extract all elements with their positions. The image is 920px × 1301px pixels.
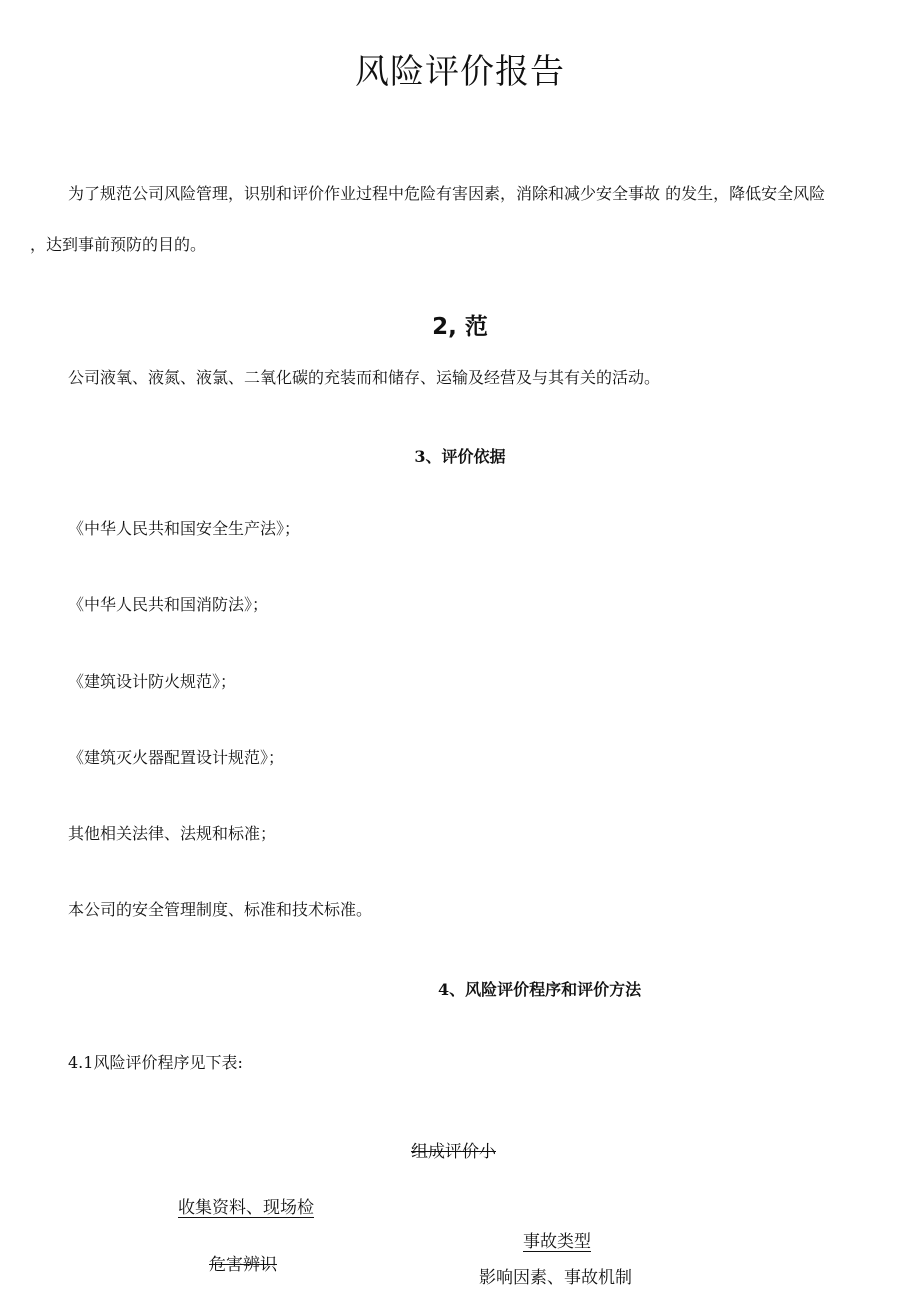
basis-item: 《中华人民共和国消防法》； (68, 595, 269, 614)
flow-step-collect-data: 收集资料、现场检 (178, 1198, 314, 1218)
section-4-heading: 4、风险评价程序和评价方法 (438, 980, 642, 999)
flow-step-form-team: 组成评价小 (411, 1142, 496, 1162)
basis-item: 本公司的安全管理制度、标准和技术标准。 (68, 900, 373, 919)
section-2-text: 公司液氧、液氮、液氯、二氧化碳的充装而和储存、运输及经营及与其有关的活动。 (68, 368, 661, 387)
basis-item: 《中华人民共和国安全生产法》； (68, 519, 301, 538)
intro-paragraph-line2: ，达到事前预防的目的。 (30, 235, 207, 254)
flow-step-hazard-identification: 危害辨识 (209, 1255, 277, 1275)
section-4-1-text: 4.1风险评价程序见下表: (68, 1053, 243, 1072)
flow-step-influence-factors: 影响因素、事故机制 (479, 1268, 632, 1288)
basis-item: 其他相关法律、法规和标准； (68, 824, 277, 843)
section-3-heading: 3、评价依据 (414, 447, 506, 466)
document-title: 风险评价报告 (355, 52, 565, 92)
intro-paragraph-line1: 为了规范公司风险管理，识别和评价作业过程中危险有害因素，消除和减少安全事故 的发生，降低安全风险 (68, 184, 826, 203)
basis-item: 《建筑设计防火规范》； (68, 672, 237, 691)
section-2-heading: 2, 范 (432, 314, 488, 340)
basis-item: 《建筑灭火器配置设计规范》； (68, 748, 285, 767)
flow-step-accident-type: 事故类型 (523, 1232, 591, 1252)
